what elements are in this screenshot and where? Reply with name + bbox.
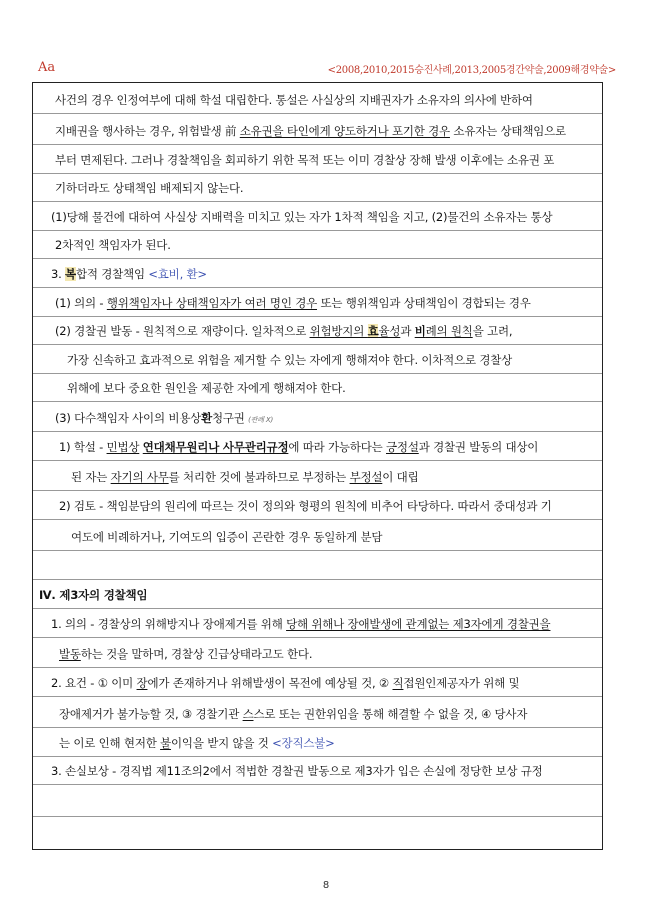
text-line: (1) 의의 - 행위책임자나 상태책임자가 여러 명인 경우 또는 행위책임과 상태책임이 경합되는 경우	[33, 288, 602, 317]
text-line: (2) 경찰권 발동 - 원칙적으로 재량이다. 일차적으로 위험방지의 효율성과 비례의 원칙을 고려,	[33, 317, 602, 345]
text-line: 부터 면제된다. 그러나 경찰책임을 회피하기 위한 목적 또는 이미 경찰상 장해 발생 이후에는 소유권 포	[33, 145, 602, 174]
text-line: 기하더라도 상태책임 배제되지 않는다.	[33, 174, 602, 202]
text-line: 가장 신속하고 효과적으로 위험을 제거할 수 있는 자에게 행해져야 한다. 이차적으로 경찰상	[33, 345, 602, 374]
text-line: 는 이로 인해 현저한 불이익을 받지 않을 것 <장직스불>	[33, 728, 602, 757]
text-line: 된 자는 자기의 사무를 처리한 것에 불과하므로 부정하는 부정설이 대립	[33, 461, 602, 491]
text-line: 2) 검토 - 책임분담의 원리에 따르는 것이 정의와 형평의 원칙에 비추어 타당하다. 따라서 중대성과 기	[33, 491, 602, 520]
page-number: 8	[322, 880, 330, 891]
text-line: 2. 요건 - ① 이미 장에가 존재하거나 위해발생이 목전에 예상될 것, ② 직접원인제공자가 위해 및	[33, 668, 602, 697]
content-frame	[32, 82, 603, 850]
text-line: 위해에 보다 중요한 원인을 제공한 자에게 행해져야 한다.	[33, 374, 602, 402]
text-line: 1) 학설 - 민법상 연대채무원리나 사무관리규정에 따라 가능하다는 긍정설과 경찰권 발동의 대상이	[33, 432, 602, 461]
text-line: 2차적인 책임자가 된다.	[33, 231, 602, 259]
text-line: (3) 다수책임자 사이의 비용상환청구권 (판례 X)	[33, 402, 602, 432]
header-exam-references: <2008,2010,2015승진사례,2013,2005경간약술,2009해경약술>	[327, 65, 616, 76]
empty-line	[33, 817, 602, 850]
empty-line	[33, 551, 602, 580]
section-heading: 3. 복합적 경찰책임 <효비, 환>	[33, 259, 602, 288]
text-line: (1)당해 물건에 대하여 사실상 지배력을 미치고 있는 자가 1차적 책임을 지고, (2)물건의 소유자는 통상	[33, 202, 602, 231]
text-line: 지배권을 행사하는 경우, 위험발생 前 소유권을 타인에게 양도하거나 포기한 경우 소유자는 상태책임으로	[33, 114, 602, 145]
text-line: 장애제거가 불가능할 것, ③ 경찰기관 스스로 또는 권한위임을 통해 해결할 수 없을 것, ④ 당사자	[33, 697, 602, 728]
text-line: 3. 손실보상 - 경직법 제11조의2에서 적법한 경찰권 발동으로 제3자가 입은 손실에 정당한 보상 규정	[33, 757, 602, 785]
empty-line	[33, 785, 602, 817]
text-line: 발동하는 것을 말하며, 경찰상 긴급상태라고도 한다.	[33, 638, 602, 668]
section-heading: Ⅳ. 제3자의 경찰책임	[33, 580, 602, 609]
text-line: 여도에 비례하거나, 기여도의 입증이 곤란한 경우 동일하게 분담	[33, 520, 602, 551]
text-line: 1. 의의 - 경찰상의 위해방지나 장애제거를 위해 당해 위해나 장애발생에 관계없는 제3자에게 경찰권을	[33, 609, 602, 638]
header-logo: Aa	[38, 60, 56, 75]
text-line: 사건의 경우 인정여부에 대해 학설 대립한다. 통설은 사실상의 지배권자가 소유자의 의사에 반하여	[33, 83, 602, 114]
